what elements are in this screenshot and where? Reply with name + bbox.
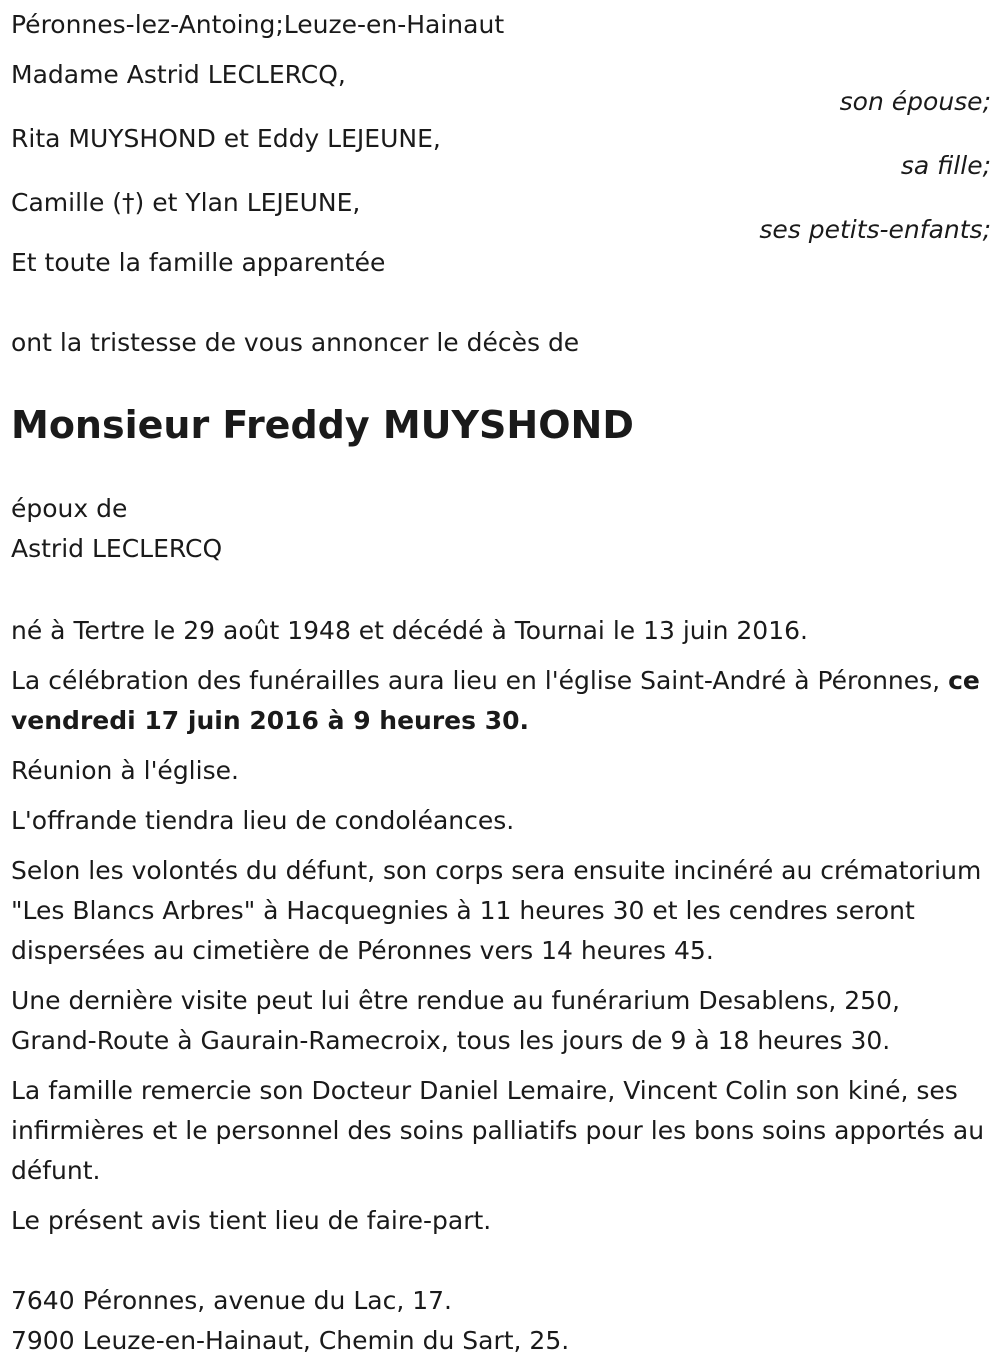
- family-member-role: sa fille;: [900, 151, 991, 180]
- ceremony: [11, 661, 991, 741]
- addresses: [11, 1281, 991, 1361]
- announcement: ont la tristesse de vous annoncer le décès de: [11, 328, 580, 357]
- birth-death: né à Tertre le 29 août 1948 et décédé à Tournai le 13 juin 2016.: [11, 616, 808, 645]
- family-member-grandchildren: [11, 183, 991, 244]
- spouse-name: Astrid LECLERCQ: [11, 534, 223, 563]
- cremation: Selon les volontés du défunt, son corps sera ensuite incinéré au crématorium "Les Blancs Arbres" à Hacquegnies à 11 heures 30 et les cendres seront dispersées au cimetière de Péronnes vers 14 heures 45.: [11, 856, 982, 965]
- obituary-notice: [11, 5, 991, 1361]
- family-member-spouse: [11, 55, 991, 116]
- family-member-daughter: [11, 119, 991, 180]
- address-line: 7640 Péronnes, avenue du Lac, 17.: [11, 1286, 452, 1315]
- meeting: Réunion à l'église.: [11, 756, 239, 785]
- ceremony-intro: La célébration des funérailles aura lieu en l'église Saint-André à Péronnes,: [11, 666, 949, 695]
- family-member-role: ses petits-enfants;: [759, 215, 991, 244]
- family-member-role: son épouse;: [839, 87, 991, 116]
- visit: Une dernière visite peut lui être rendue au funérarium Desablens, 250, Grand-Route à Gaurain-Ramecroix, tous les jours de 9 à 18 heures 30.: [11, 986, 900, 1055]
- deceased-name: Monsieur Freddy MUYSHOND: [11, 403, 634, 447]
- notice: Le présent avis tient lieu de faire-part.: [11, 1206, 492, 1235]
- offering: L'offrande tiendra lieu de condoléances.: [11, 806, 515, 835]
- header-places: Péronnes-lez-Antoing;Leuze-en-Hainaut: [11, 10, 505, 39]
- spouse-label: époux de: [11, 494, 128, 523]
- spouse-block: [11, 489, 991, 569]
- family-member-name: Rita MUYSHOND et Eddy LEJEUNE,: [11, 124, 441, 153]
- ceremony-time: ce vendredi 17 juin 2016 à 9 heures 30.: [11, 666, 980, 735]
- family-member-name: Camille (†) et Ylan LEJEUNE,: [11, 188, 361, 217]
- family-member-name: Madame Astrid LECLERCQ,: [11, 60, 346, 89]
- family-closing: Et toute la famille apparentée: [11, 248, 386, 277]
- address-line: 7900 Leuze-en-Hainaut, Chemin du Sart, 25.: [11, 1326, 570, 1355]
- thanks: La famille remercie son Docteur Daniel Lemaire, Vincent Colin son kiné, ses infirmières et le personnel des soins palliatifs pour les bons soins apportés au défunt.: [11, 1076, 985, 1185]
